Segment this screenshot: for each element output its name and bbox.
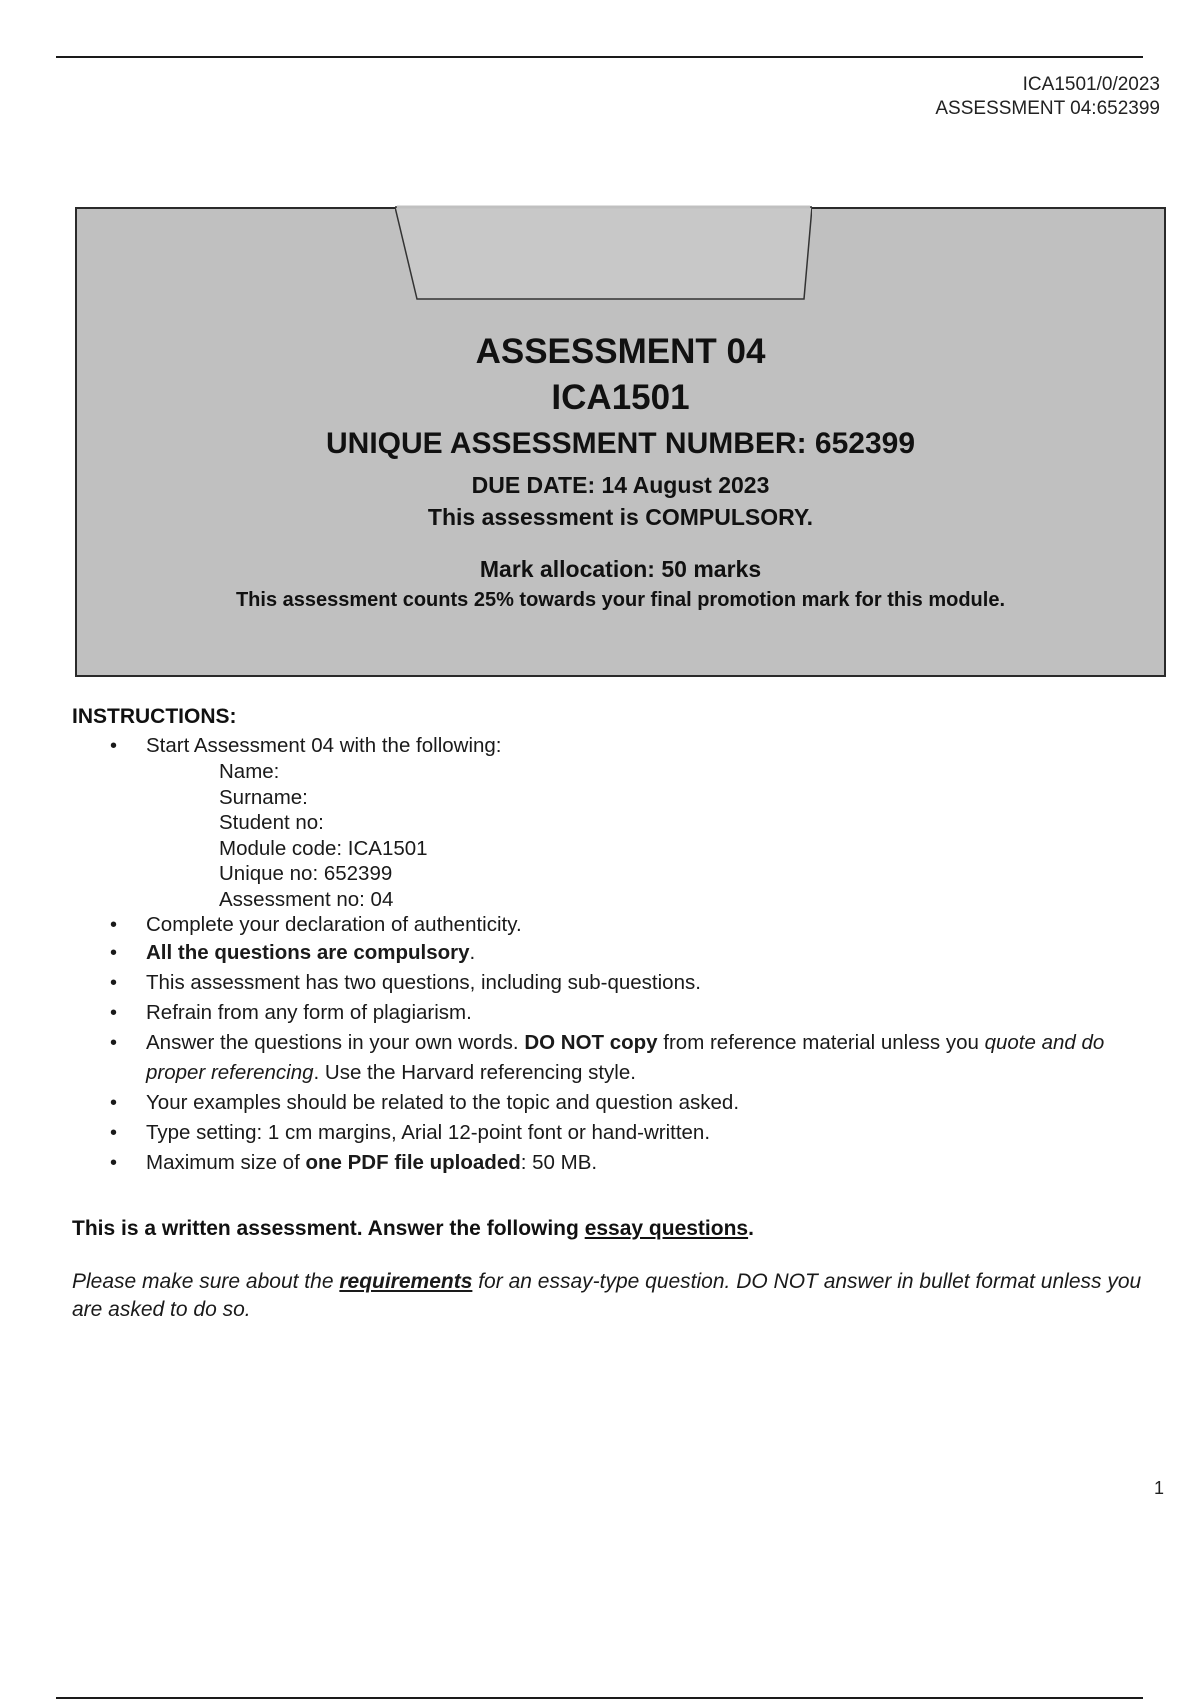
field-name: Name:	[219, 760, 280, 783]
written-end: .	[748, 1217, 754, 1240]
essay-questions-underlined: essay questions	[584, 1217, 749, 1240]
cover-box	[75, 207, 1166, 677]
list-item	[110, 733, 1168, 912]
field-surname: Surname:	[219, 785, 308, 809]
bottom-rule	[56, 1697, 1143, 1699]
own-words-text-2: from reference material unless you	[657, 1031, 985, 1054]
own-words-text-1: Answer the questions in your own words.	[146, 1031, 525, 1054]
compulsory-instruction: All the questions are compulsory	[146, 941, 470, 964]
examples-instruction: Your examples should be related to the topic and question asked.	[146, 1091, 740, 1114]
note-text-2: for an essay-type question. DO NOT answer in bullet format unless you are asked to do so.	[72, 1270, 1142, 1321]
cover-tab-shape	[395, 205, 812, 301]
assessment-weight: This assessment counts 25% towards your final promotion mark for this module.	[235, 589, 1006, 611]
own-words-bold: DO NOT copy	[524, 1031, 658, 1054]
instructions-heading: INSTRUCTIONS:	[72, 705, 237, 728]
instructions-list	[110, 733, 1168, 1178]
note-text-1: Please make sure about the	[72, 1270, 340, 1293]
max-size-text-2: : 50 MB.	[520, 1151, 598, 1174]
field-unique-no: Unique no: 652399	[219, 862, 393, 885]
written-text: This is a written assessment. Answer the following	[72, 1217, 585, 1240]
field-assessment-no: Assessment no: 04	[219, 887, 394, 911]
questions-instruction: This assessment has two questions, including sub-questions.	[146, 971, 701, 994]
unique-assessment-number: UNIQUE ASSESSMENT NUMBER: 652399	[325, 427, 916, 460]
list-item	[110, 1148, 1168, 1178]
essay-requirements-note	[72, 1268, 1172, 1324]
page-number: 1	[1153, 1478, 1164, 1498]
list-item	[110, 1028, 1168, 1088]
max-size-bold: one PDF file uploaded	[305, 1151, 521, 1174]
written-assessment-note	[72, 1216, 754, 1242]
max-size-text-1: Maximum size of	[146, 1151, 306, 1174]
field-module-code: Module code: ICA1501	[219, 836, 428, 860]
declaration-instruction: Complete your declaration of authenticity.	[146, 913, 522, 936]
assessment-title: ASSESSMENT 04	[475, 332, 766, 371]
list-item	[110, 998, 1168, 1028]
mark-allocation: Mark allocation: 50 marks	[479, 556, 762, 582]
list-item	[110, 1088, 1168, 1118]
reference-code: ICA1501/0/2023	[1022, 74, 1160, 95]
document-reference	[935, 73, 1160, 121]
compulsory-note: This assessment is COMPULSORY.	[427, 504, 814, 530]
list-item	[110, 912, 1168, 938]
list-item	[110, 968, 1168, 998]
requirements-underlined: requirements	[339, 1270, 473, 1293]
top-rule	[56, 56, 1143, 58]
start-instruction: Start Assessment 04 with the following:	[146, 734, 502, 757]
reference-assessment: ASSESSMENT 04:652399	[935, 98, 1160, 119]
list-item	[110, 1118, 1168, 1148]
start-fields-list	[146, 759, 1168, 912]
cover-text	[77, 329, 1164, 615]
plagiarism-instruction: Refrain from any form of plagiarism.	[146, 1001, 472, 1024]
field-student-no: Student no:	[219, 811, 324, 834]
list-item	[110, 938, 1168, 968]
module-code: ICA1501	[551, 378, 690, 417]
own-words-text-3: . Use the Harvard referencing style.	[313, 1061, 636, 1084]
typesetting-instruction: Type setting: 1 cm margins, Arial 12-point font or hand-written.	[146, 1121, 711, 1144]
due-date: DUE DATE: 14 August 2023	[471, 472, 770, 498]
own-words-italic: quote and do proper referencing	[146, 1031, 1105, 1084]
compulsory-period: .	[469, 941, 476, 964]
